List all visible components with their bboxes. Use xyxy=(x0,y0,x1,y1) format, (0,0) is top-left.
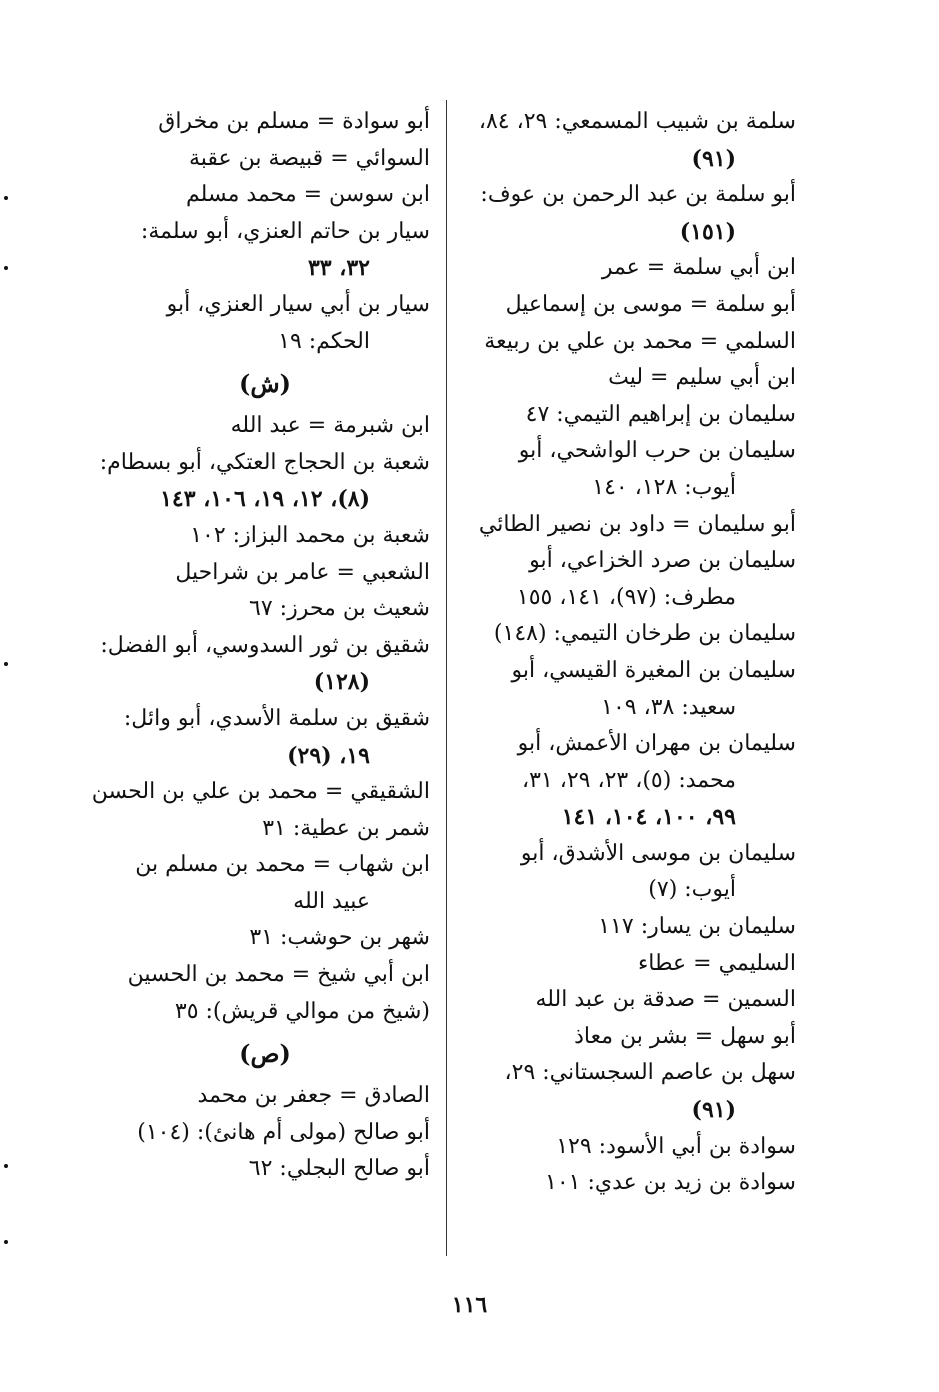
index-entry: السلمي = محمد بن علي بن ربيعة xyxy=(484,328,796,354)
margin-mark xyxy=(4,662,8,666)
index-entry: الشعبي = عامر بن شراحيل xyxy=(175,559,430,585)
index-entry: أبو صالح البجلي: ٦٢ xyxy=(248,1156,430,1182)
index-entry: أبو سهل = بشر بن معاذ xyxy=(574,1023,796,1049)
index-entry: سليمان بن موسى الأشدق، أبو xyxy=(520,840,796,866)
index-entry-continuation: عبيد الله xyxy=(293,888,370,914)
index-entry-continuation: الحكم: ١٩ xyxy=(278,328,370,354)
index-entry: ابن أبي سليم = ليث xyxy=(608,365,796,391)
index-entry-continuation: (٩١) xyxy=(691,145,736,172)
index-entry: الصادق = جعفر بن محمد xyxy=(197,1083,430,1109)
index-entry: أبو سلمة = موسى بن إسماعيل xyxy=(505,291,796,317)
margin-mark xyxy=(4,196,8,200)
index-entry: شعيث بن محرز: ٦٧ xyxy=(249,596,430,622)
margin-mark xyxy=(4,1164,8,1168)
index-entry: السمين = صدقة بن عبد الله xyxy=(535,987,796,1013)
section-heading-sad: (ص) xyxy=(239,1039,291,1069)
index-entry: ابن أبي سلمة = عمر xyxy=(601,255,796,281)
index-entry: (شيخ من موالي قريش): ٣٥ xyxy=(174,998,430,1024)
column-divider xyxy=(446,100,447,1256)
index-entry: سوادة بن زيد بن عدي: ١٠١ xyxy=(545,1170,796,1196)
index-entry: سليمان بن حرب الواشحي، أبو xyxy=(518,438,796,464)
index-entry: سليمان بن إبراهيم التيمي: ٤٧ xyxy=(525,401,796,427)
index-entry-continuation: (١٢٨) xyxy=(313,669,370,696)
index-entry: سليمان بن مهران الأعمش، أبو xyxy=(517,731,796,757)
index-entry: شهر بن حوشب: ٣١ xyxy=(249,925,430,951)
index-entry-continuation: ١٩، (٢٩) xyxy=(287,742,370,769)
index-entry: ابن سوسن = محمد مسلم xyxy=(186,182,430,208)
index-entry-continuation: أيوب: ١٢٨، ١٤٠ xyxy=(592,474,736,500)
index-entry-continuation: سعيد: ٣٨، ١٠٩ xyxy=(601,694,736,720)
index-entry-continuation: (٩١) xyxy=(691,1097,736,1124)
left-index-column xyxy=(91,104,430,1188)
index-entry: شقيق بن ثور السدوسي، أبو الفضل: xyxy=(100,632,430,658)
index-entry: سليمان بن طرخان التيمي: (١٤٨) xyxy=(493,621,796,647)
page-number: ١١٦ xyxy=(451,1292,488,1318)
index-entry: شعبة بن الحجاج العتكي، أبو بسطام: xyxy=(99,449,430,475)
index-entry-continuation: محمد: (٥)، ٢٣، ٢٩، ٣١، xyxy=(522,767,736,793)
index-entry: الشقيقي = محمد بن علي بن الحسن xyxy=(91,779,430,805)
index-entry: شعبة بن محمد البزاز: ١٠٢ xyxy=(190,522,430,548)
right-index-column xyxy=(456,104,796,1202)
index-entry: سيار بن حاتم العنزي، أبو سلمة: xyxy=(140,218,430,244)
index-entry: السليمي = عطاء xyxy=(637,950,796,976)
index-entry-continuation: (١٥١) xyxy=(679,218,736,245)
index-entry: أبو سليمان = داود بن نصير الطائي xyxy=(478,511,796,537)
margin-mark xyxy=(4,1240,8,1244)
index-entry: ابن شبرمة = عبد الله xyxy=(230,413,430,439)
index-entry: السوائي = قبيصة بن عقبة xyxy=(188,145,430,171)
index-entry: شقيق بن سلمة الأسدي، أبو وائل: xyxy=(123,705,430,731)
index-entry: سهل بن عاصم السجستاني: ٢٩، xyxy=(504,1060,796,1086)
index-entry: سليمان بن يسار: ١١٧ xyxy=(598,914,796,940)
index-entry: ابن أبي شيخ = محمد بن الحسين xyxy=(127,962,430,988)
index-entry-continuation: ٣٢، ٣٣ xyxy=(307,255,370,282)
index-entry: شمر بن عطية: ٣١ xyxy=(262,815,430,841)
index-entry: أبو صالح (مولى أم هانئ): (١٠٤) xyxy=(137,1119,430,1145)
index-entry-continuation: (٨)، ١٢، ١٩، ١٠٦، ١٤٣ xyxy=(160,486,370,513)
index-entry-continuation: مطرف: (٩٧)، ١٤١، ١٥٥ xyxy=(516,584,736,610)
index-entry: أبو سوادة = مسلم بن مخراق xyxy=(158,109,430,134)
index-entry-continuation: ٩٩، ١٠٠، ١٠٤، ١٤١ xyxy=(561,804,736,831)
index-entry: ابن شهاب = محمد بن مسلم بن xyxy=(135,852,430,878)
margin-mark xyxy=(4,266,8,270)
index-entry: أبو سلمة بن عبد الرحمن بن عوف: xyxy=(480,182,796,208)
index-entry: سوادة بن أبي الأسود: ١٢٩ xyxy=(556,1133,796,1159)
index-entry-continuation: أيوب: (٧) xyxy=(648,877,736,903)
section-heading-shin: (ش) xyxy=(238,369,291,399)
index-entry: سليمان بن صرد الخزاعي، أبو xyxy=(529,548,796,574)
index-entry: سليمان بن المغيرة القيسي، أبو xyxy=(511,657,796,683)
index-entry: سيار بن أبي سيار العنزي، أبو xyxy=(166,291,430,317)
index-entry: سلمة بن شبيب المسمعي: ٢٩، ٨٤، xyxy=(478,109,796,134)
